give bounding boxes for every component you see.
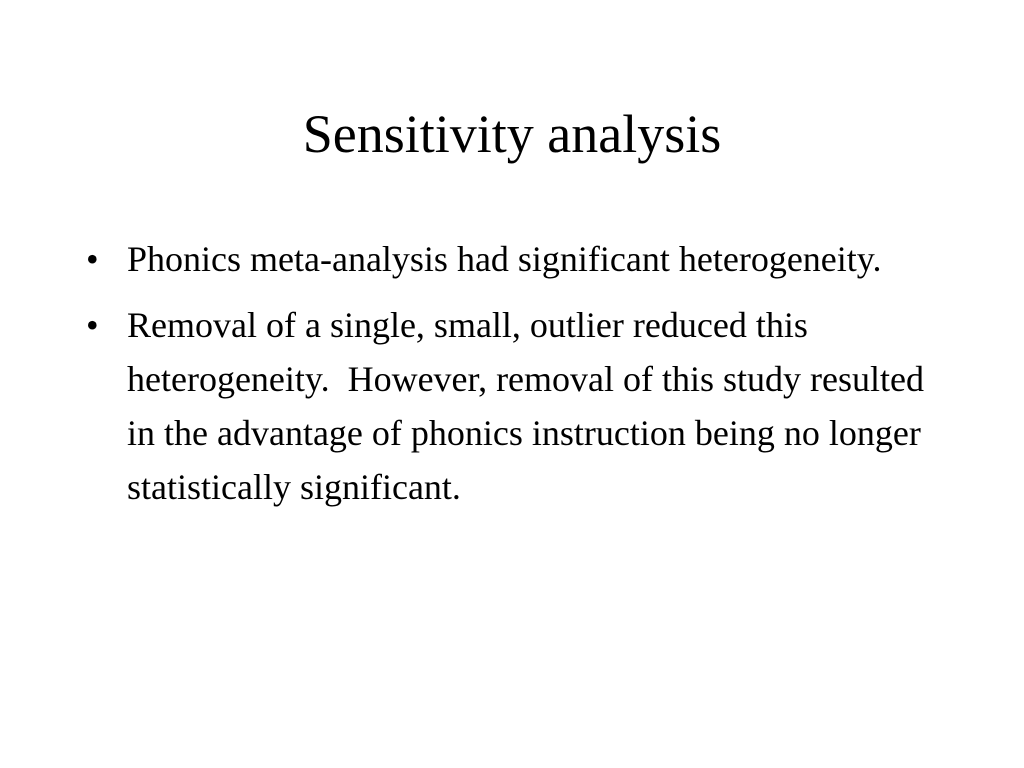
slide-title: Sensitivity analysis bbox=[302, 104, 722, 164]
bullet-item bbox=[82, 298, 942, 514]
bullet-icon: • bbox=[86, 239, 99, 279]
bullet-text: Removal of a single, small, outlier reduced this heterogeneity. However, removal of this study resulted in the advantage of phonics instruction being no longer statistically significant. bbox=[127, 305, 933, 507]
bullet-text: Phonics meta-analysis had significant heterogeneity. bbox=[127, 239, 882, 279]
bullet-item bbox=[82, 232, 942, 286]
bullet-list bbox=[82, 232, 942, 526]
bullet-icon: • bbox=[86, 305, 99, 345]
